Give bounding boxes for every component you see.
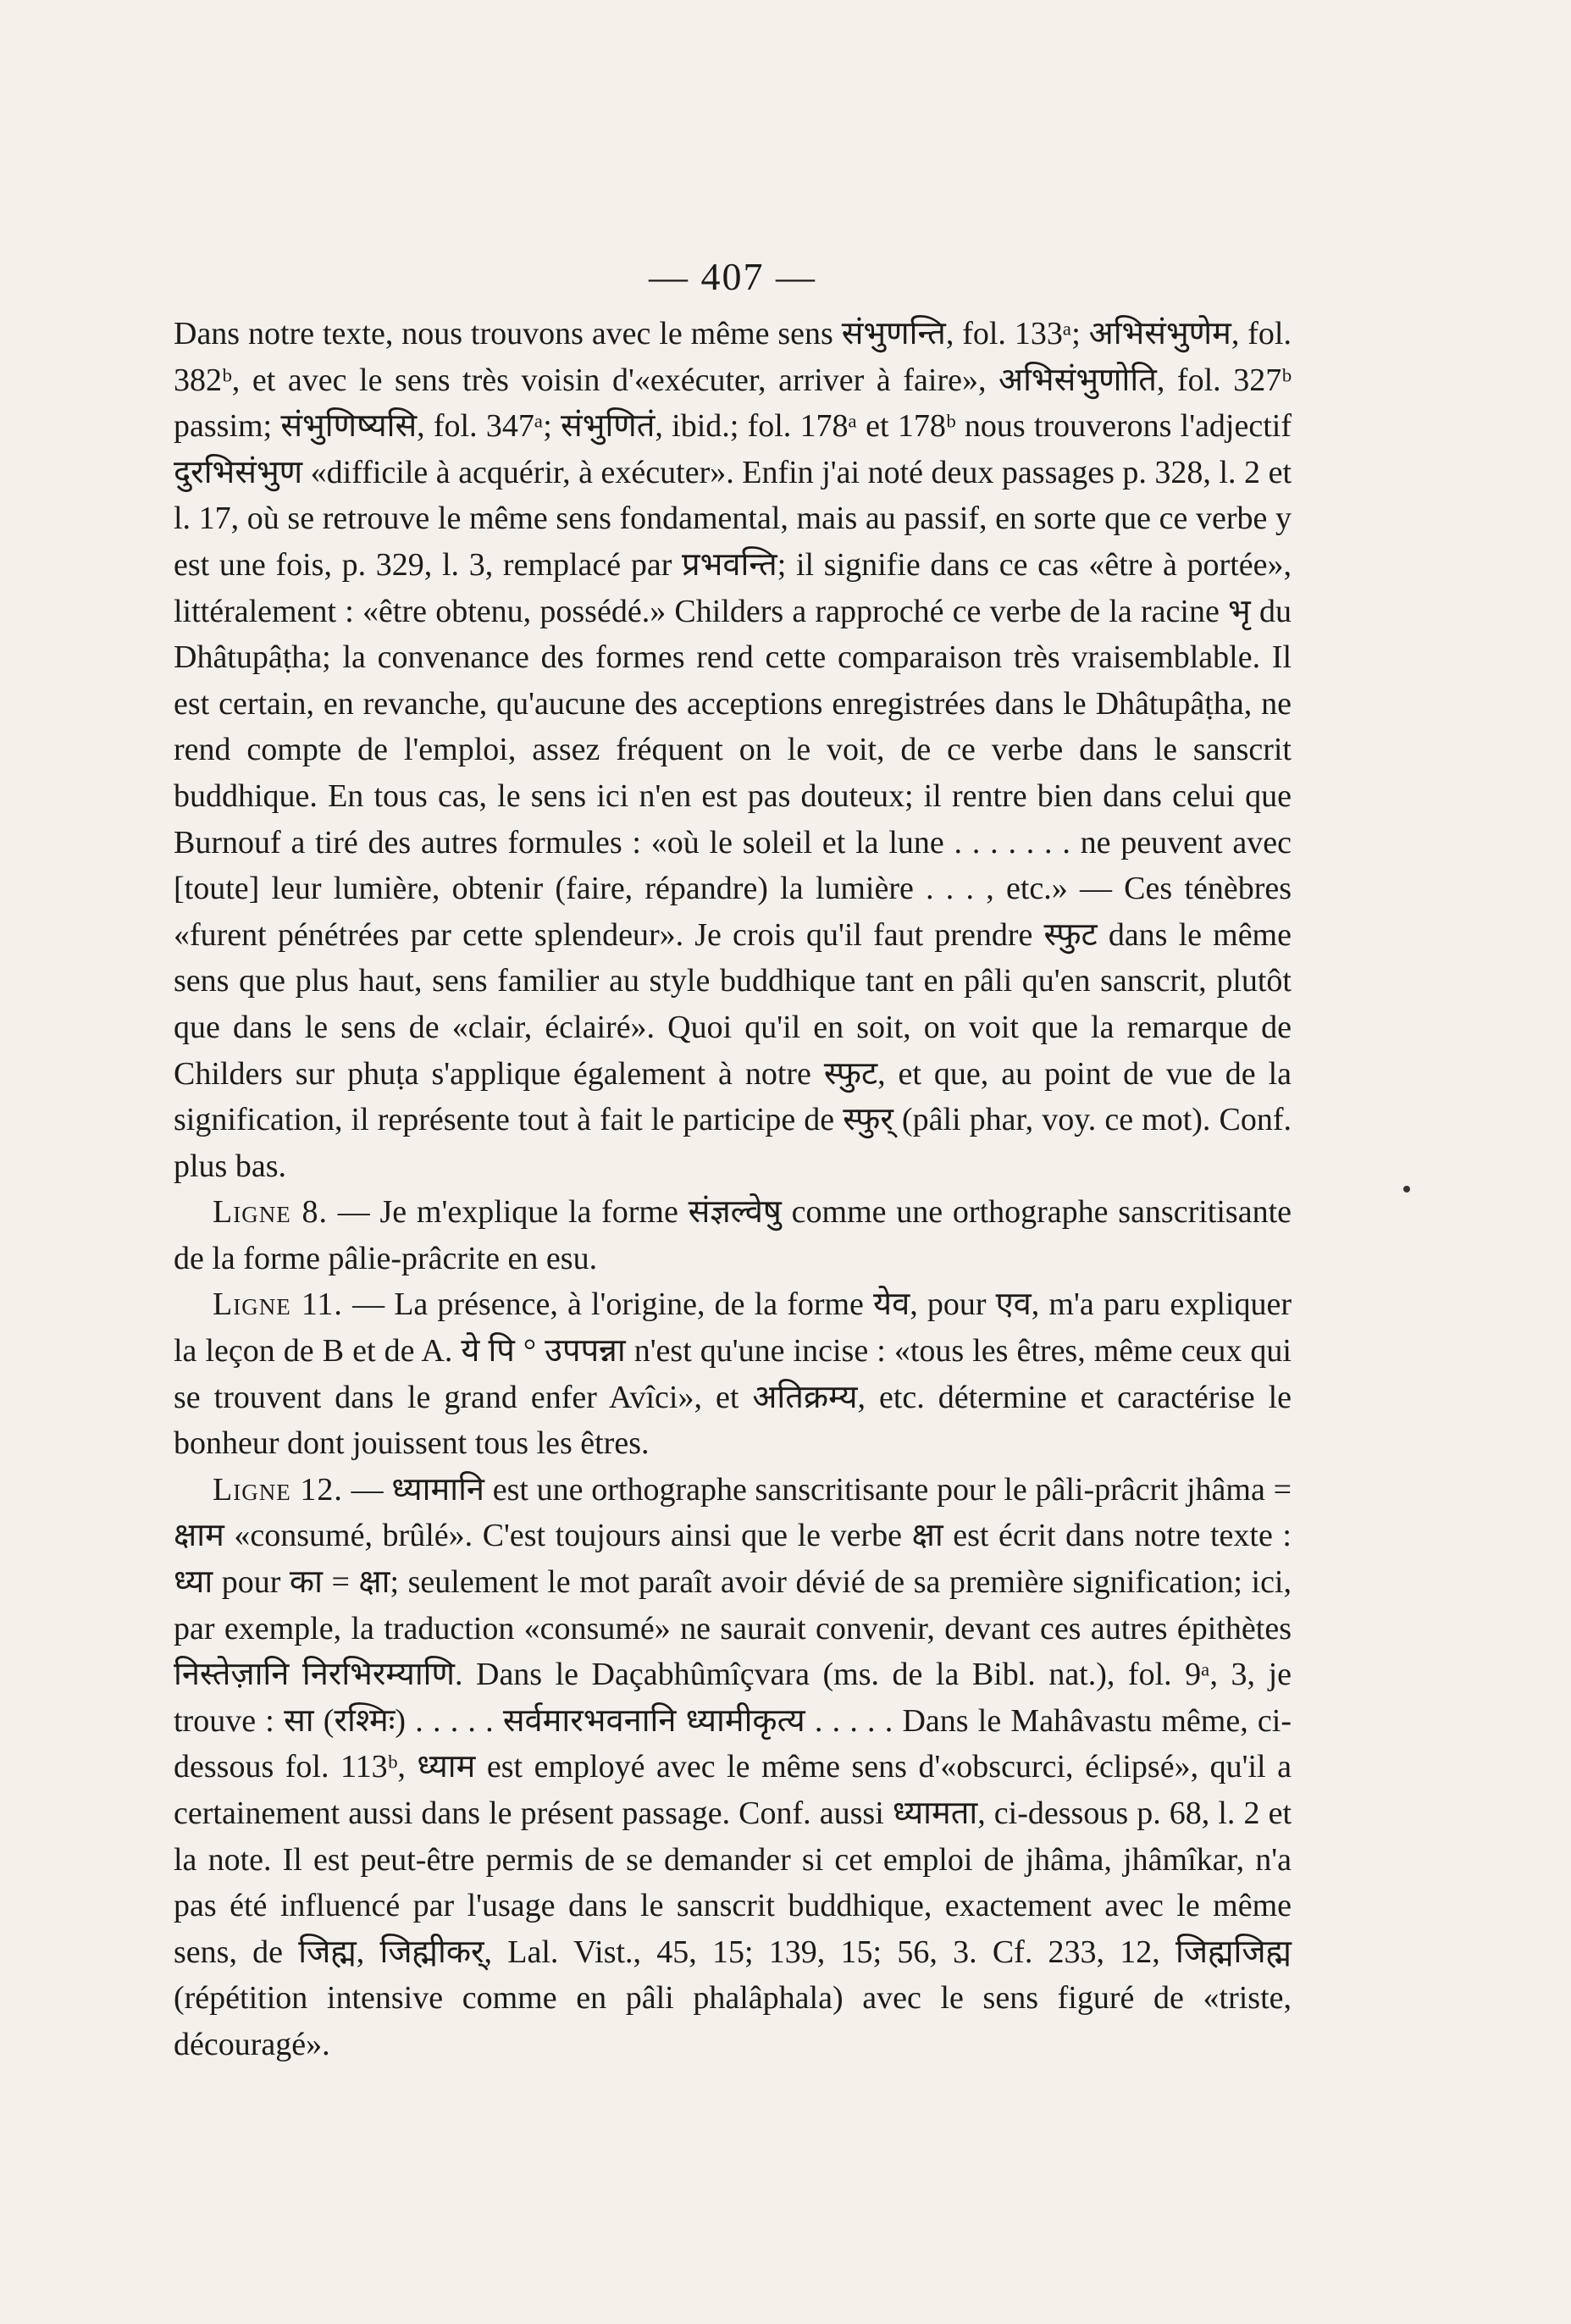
note-label: Ligne 11. <box>213 1286 343 1323</box>
note-ligne-11 <box>174 1281 1292 1466</box>
ink-speck <box>1403 1186 1410 1192</box>
note-ligne-8 <box>174 1189 1292 1281</box>
note-text: — ध्यामानि est une orthographe sanscritisante pour le pâli-prâcrit jhâma = क्षाम «consumé, brûlé». C'est toujours ainsi que le verbe क्षा est écrit dans notre texte : ध्या pour का = क्षा; seulement le mot paraît avoir dévié de sa première signification; ici, par exemple, la traduction «consumé» ne saurait convenir, devant ces autres épithètes निस्तेज़ानि निरभिरम्याणि. Dans le Daçabhûmîçvara (ms. de la Bibl. nat.), fol. 9ᵃ, 3, je trouve : सा (रश्मिः) . . . . . सर्वमारभवनानि ध्यामीकृत्य . . . . . Dans le Mahâvastu même, ci-dessous fol. 113ᵇ, ध्याम est employé avec le même sens d'«obscurci, éclipsé», qu'il a certainement aussi dans le présent passage. Conf. aussi ध्यामता, ci-dessous p. 68, l. 2 et la note. Il est peut-être permis de se demander si cet emploi de jhâma, jhâmîkar, n'a pas été influencé par l'usage dans le sanscrit buddhique, exactement avec le même sens, de जिह्म, जिह्मीकर्, Lal. Vist., 45, 15; 139, 15; 56, 3. Cf. 233, 12, जिह्मजिह्म (répétition intensive comme en pâli phalâphala) avec le sens figuré de «triste, découragé». <box>174 1471 1292 2062</box>
note-text: — La présence, à l'origine, de la forme येव, pour एव, m'a paru expliquer la leçon de B et de A. ये पि ° उपपन्ना n'est qu'une incise : «tous les êtres, même ceux qui se trouvent dans le grand enfer Avîci», et अतिक्रम्य, etc. détermine et caractérise le bonheur dont jouissent tous les êtres. <box>174 1286 1292 1462</box>
body-paragraph: Dans notre texte, nous trouvons avec le même sens संभुणन्ति, fol. 133ᵃ; अभिसंभुणेम, fol. 382ᵇ, et avec le sens très voisin d'«exécuter, arriver à faire», अभिसंभुणोति, fol. 327ᵇ passim; संभुणिष्यसि, fol. 347ᵃ; संभुणितं, ibid.; fol. 178ᵃ et 178ᵇ nous trouverons l'adjectif दुरभिसंभुण «difficile à acquérir, à exécuter». Enfin j'ai noté deux passages p. 328, l. 2 et l. 17, où se retrouve le même sens fondamental, mais au passif, en sorte que ce verbe y est une fois, p. 329, l. 3, remplacé par प्रभवन्ति; il signifie dans ce cas «être à portée», littéralement : «être obtenu, possédé.» Childers a rapproché ce verbe de la racine भृ du Dhâtupâṭha; la convenance des formes rend cette comparaison très vraisemblable. Il est certain, en revanche, qu'aucune des acceptions enregistrées dans le Dhâtupâṭha, ne rend compte de l'emploi, assez fréquent on le voit, de ce verbe dans le sanscrit buddhique. En tous cas, le sens ici n'en est pas douteux; il rentre bien dans celui que Burnouf a tiré des autres formules : «où le soleil et la lune . . . . . . . ne peuvent avec [toute] leur lumière, obtenir (faire, répandre) la lumière . . . , etc.» — Ces ténèbres «furent pénétrées par cette splendeur». Je crois qu'il faut prendre स्फुट dans le même sens que plus haut, sens familier au style buddhique tant en pâli qu'en sanscrit, plutôt que dans le sens de «clair, éclairé». Quoi qu'il en soit, on voit que la remarque de Childers sur phuṭa s'applique également à notre स्फुट, et que, au point de vue de la signification, il représente tout à fait le participe de स्फुर् (pâli phar, voy. ce mot). Conf. plus bas. <box>174 316 1292 1184</box>
note-text: — Je m'explique la forme संज्ञल्वेषु comme une orthographe sanscritisante de la forme pâlie-prâcrite en esu. <box>174 1194 1292 1276</box>
page-number: — 407 — <box>649 255 816 298</box>
note-label: Ligne 8. <box>213 1194 328 1231</box>
note-label: Ligne 12. <box>213 1471 343 1508</box>
note-ligne-12 <box>174 1467 1292 2068</box>
